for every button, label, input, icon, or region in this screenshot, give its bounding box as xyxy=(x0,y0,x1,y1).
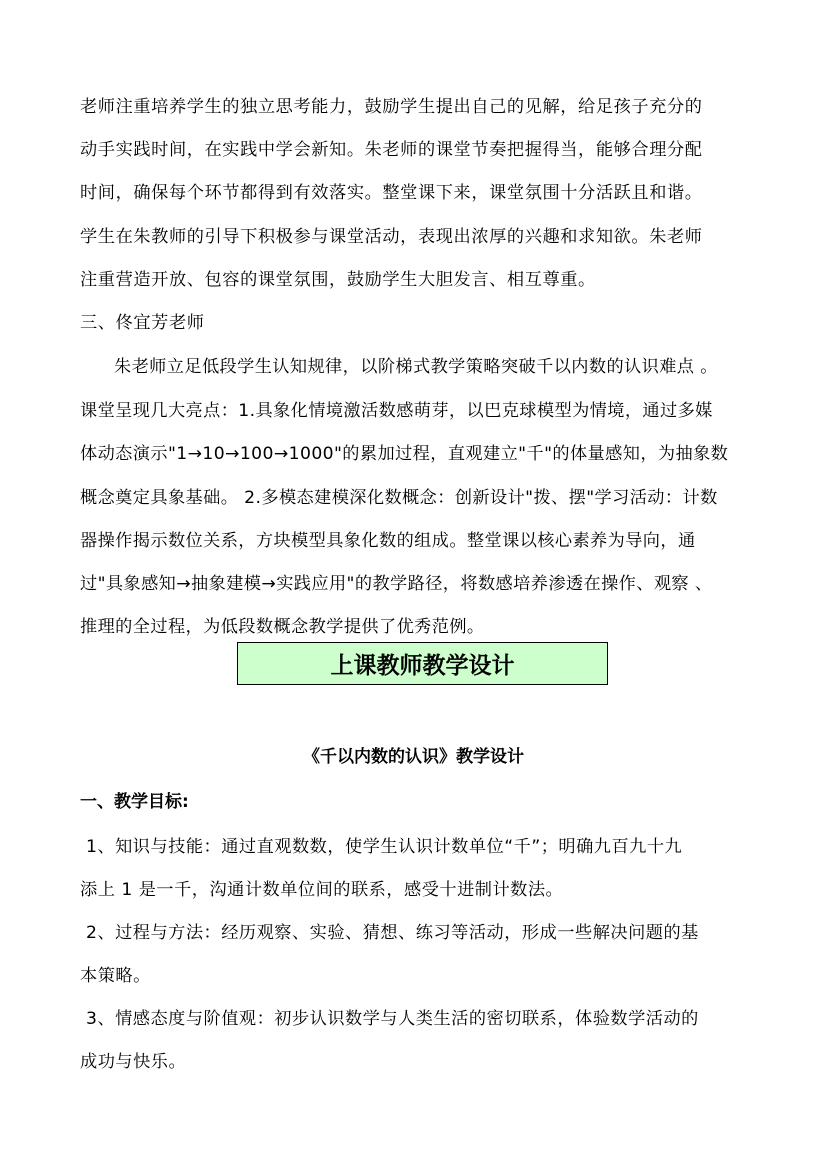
text-line: 注重营造开放、包容的课堂氛围，鼓励学生大胆发言、相互尊重。 xyxy=(80,270,596,290)
teacher-heading: 三、佟宜芳老师 xyxy=(80,313,205,333)
text-line: 老师注重培养学生的独立思考能力，鼓励学生提出自己的见解，给足孩子充分的 xyxy=(80,97,703,117)
section-banner xyxy=(237,642,608,685)
objective-line: 3、情感态度与阶值观：初步认识数学与人类生活的密切联系，体验数学活动的 xyxy=(86,1009,699,1029)
document-title: 《千以内数的认识》教学设计 xyxy=(303,747,524,767)
objective-line: 添上 1 是一千，沟通计数单位间的联系，感受十进制计数法。 xyxy=(80,880,564,900)
text-line: 推理的全过程，为低段数概念教学提供了优秀范例。 xyxy=(80,617,485,637)
text-line: 朱老师立足低段学生认知规律，以阶梯式教学策略突破千以内数的认识难点 。 xyxy=(114,357,718,377)
objective-line: 本策略。 xyxy=(80,966,151,986)
section-heading: 一、教学目标: xyxy=(80,792,189,812)
banner-label: 上课教师教学设计 xyxy=(330,653,515,679)
text-line: 动手实践时间，在实践中学会新知。朱老师的课堂节奏把握得当，能够合理分配 xyxy=(80,140,703,160)
objective-line: 成功与快乐。 xyxy=(80,1052,187,1072)
text-line: 学生在朱教师的引导下积极参与课堂活动，表现出浓厚的兴趣和求知欲。朱老师 xyxy=(80,227,703,247)
objective-line: 2、过程与方法：经历观察、实验、猜想、练习等活动，形成一些解决问题的基 xyxy=(86,923,699,943)
text-line: 器操作揭示数位关系，方块模型具象化数的组成。整堂课以核心素养为导向，通 xyxy=(80,531,696,551)
text-line: 时间，确保每个环节都得到有效落实。整堂课下来，课堂氛围十分活跃且和谐。 xyxy=(80,183,703,203)
text-line: 过"具象感知→抽象建模→实践应用"的教学路径，将数感培养渗透在操作、观察 、 xyxy=(80,574,713,594)
text-line: 课堂呈现几大亮点：1.具象化情境激活数感萌芽，以巴克球模型为情境，通过多媒 xyxy=(80,401,713,421)
objective-line: 1、知识与技能：通过直观数数，使学生认识计数单位“千”；明确九百九十九 xyxy=(86,837,683,857)
text-line: 体动态演示"1→10→100→1000"的累加过程，直观建立"千"的体量感知，为抽象数 xyxy=(80,444,729,464)
text-line: 概念奠定具象基础。 2.多模态建模深化数概念：创新设计"拨、摆"学习活动：计数 xyxy=(80,488,718,508)
